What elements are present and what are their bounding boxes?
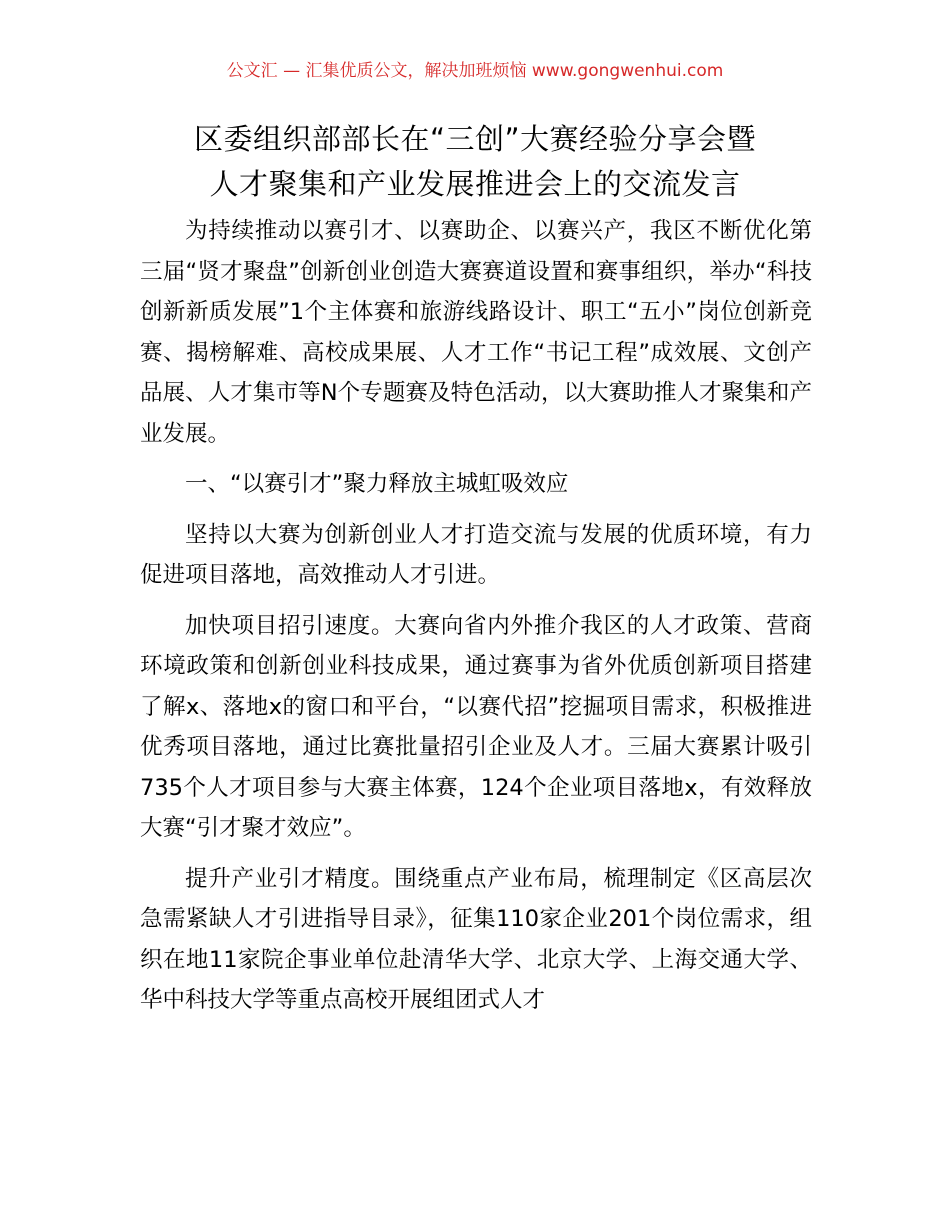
title-line-1: 区委组织部部长在“三创”大赛经验分享会暨 (193, 122, 757, 156)
paragraph-section-1-summary: 坚持以大赛为创新创业人才打造交流与发展的优质环境，有力促进项目落地，高效推动人才引进。 (140, 521, 812, 588)
section-heading-1: 一、“以赛引才”聚力释放主城虹吸效应 (185, 471, 569, 497)
title-line-2: 人才聚集和产业发展推进会上的交流发言 (209, 167, 741, 201)
paragraph-intro: 为持续推动以赛引才、以赛助企、以赛兴产，我区不断优化第三届“贤才聚盘”创新创业创造大赛赛道设置和赛事组织，举办“科技创新新质发展”1个主体赛和旅游线路设计、职工“五小”岗位创新竞赛、揭榜解难、高校成果展、人才工作“书记工程”成效展、文创产品展、人才集市等N个专题赛及特色活动，以大赛助推人才聚集和产业发展。 (140, 218, 812, 447)
document-title (100, 117, 850, 207)
paragraph-project-attraction: 加快项目招引速度。大赛向省内外推介我区的人才政策、营商环境政策和创新创业科技成果，通过赛事为省外优质创新项目搭建了解x、落地x的窗口和平台，“以赛代招”挖掘项目需求，积极推进优秀项目落地，通过比赛批量招引企业及人才。三届大赛累计吸引735个人才项目参与大赛主体赛，124个企业项目落地x，有效释放大赛“引才聚才效应”。 (140, 612, 812, 841)
paragraph-industry-talent: 提升产业引才精度。围绕重点产业布局，梳理制定《区高层次急需紧缺人才引进指导目录》，征集110家企业201个岗位需求，组织在地11家院企事业单位赴清华大学、北京大学、上海交通大学、华中科技大学等重点高校开展组团式人才 (140, 865, 812, 1013)
document-body (140, 211, 812, 1021)
site-banner: 公文汇 — 汇集优质公文，解决加班烦恼 www.gongwenhui.com (226, 61, 724, 81)
